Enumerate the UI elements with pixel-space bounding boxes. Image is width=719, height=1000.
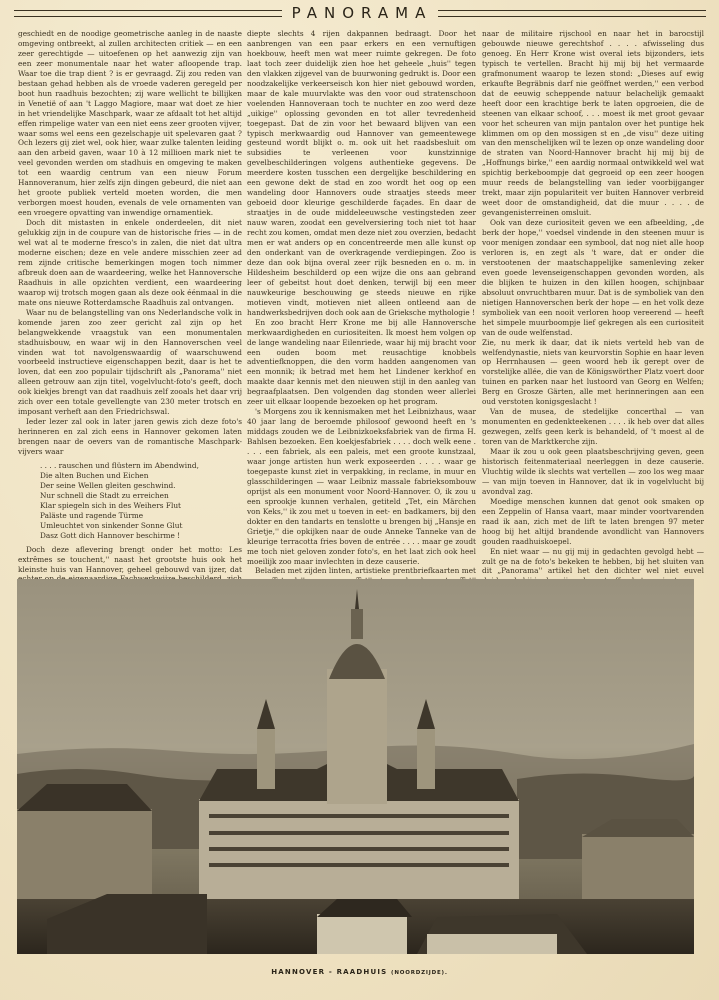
left-building: [17, 809, 152, 904]
house-front: [427, 934, 557, 954]
masthead-rule-right: [438, 10, 706, 17]
caption-sub: (NOORDZIJDE).: [391, 970, 448, 976]
photo-caption: [0, 968, 719, 976]
poem-line: Klar spiegeln sich in des Weihers Flut: [40, 500, 181, 510]
paragraph: Zie, nu merk ik daar, dat ik niets verteld heb van de welfendynastie, niets van keurvorstin Sophie en haar leven op Herrnhausen — geen woord heb ik gerept over de vorstelijke allée, die van de Königswörther Platz voert door tuinen en parken naar het lustoord van Georg en Welfen; Berg en Grosze Gärten, alle met herinneringen aan een oud verstoten konigsgeslacht !: [482, 337, 704, 407]
right-tower: [417, 729, 435, 789]
poem-line: Umleuchtet von sinkender Sonne Glut: [40, 520, 183, 530]
paragraph: Maar ik zou u ook geen plaatsbeschrijving geven, geen historisch feitenmateriaal neerleggen in deze causerie. Vluchtig wilde ik slechts wat vertellen — zoo los weg maar — van mijn toeven in Hannover, dat ik in vogelvlucht bij avondval zag.: [482, 447, 704, 496]
paragraph: En zoo bracht Herr Krone me bij alle Hannoversche merkwaardigheden en curiositeiten. Ik moest hem volgen op de lange wandeling naar Eilenriede, waar hij mij bracht voor een ouden boom met reusachtige knobbels adventiefknoppen, die den vorm hadden aangenomen van een monnik; ik betrad met hem het Lindener kerkhof en maakte daar kennis met den nieuwen stijl in den aanleg van begraafplaatsen. Den volgenden dag stonden weer allerlei zeer uit elkaar loopende bezoeken op het program.: [247, 317, 476, 407]
article-column-1: [18, 29, 242, 624]
photo-hannover-town-hall: [17, 579, 694, 954]
masthead: [14, 4, 706, 22]
poem-line: Der seine Wellen gleiten geschwind.: [40, 480, 176, 490]
left-tower: [257, 729, 275, 789]
paragraph: diepte slechts 4 rijen dakpannen bedraagt. Door het aanbrengen van een paar erkers en een vernuftigen hoekbouw, heeft men wat meer ruimte gekregen. De foto laat toch zeer duidelijk zien hoe het geheele „huis'' tegen den vlakken zijgevel van de buurwoning gedrukt is. Door een noodzakelijke verkeerseisch kon hier niet gebouwd worden, maar de kale muurvlakte was den voor oud stratenschoon voelenden Hannoveraan toch te nuchter en zoo werd deze „uikige'' oplossing gevonden en tot aller tevredenheid toegepast. Dat de zin voor het bewaard blijven van een typisch merkwaardig oud Hannover van gemeentewege gesteund wordt blijkt o. m. ook uit het raadsbesluit om subsidies te verleenen voor kunstzinnige gevelbeschilderingen volgens authentieke gegevens. De meerdere kosten tusschen een dergelijke beschildering en een gewone dekt de stad en zoo wordt het oog op een wandeling door Hannovers oude straatjes steeds meer geboeid door kleurige geschilderde façades. En daar de straatjes in de oude middeleeuwsche vestingsteden zeer nauw waren, zoodat een gevelversiering toch niet tot haar recht zou komen, omdat men deze niet zou overzien, bedacht men er wat anders op en concentreerde men alle kunst op den onderkant van de overkragende verdiepingen. Zoo is deze dan ook bijna overal zeer rijk besneden en o. m. in Hildesheim beschilderd op een wijze die ons aan gebrand leer of gebeitst hout doet denken, terwijl bij een meer nauwkeurige beschouwing ge steeds nieuwe en rijke motieven vindt, motieven niet alleen ontleend aan de handwerksbedrijven doch ook aan de Grieksche mythologie !: [247, 29, 477, 317]
lantern: [351, 609, 363, 639]
magazine-title: PANORAMA: [291, 4, 433, 22]
paragraph: Van de musea, de stedelijke concerthal — van monumenten en gedenkteekenen . . . . ik heb over dat alles gezwegen, zelfs geen kerk is behandeld, of 't moest al de toren van de Marktkerche zijn.: [482, 407, 704, 447]
poem-line: Paläste und ragende Türme: [40, 510, 144, 520]
masthead-rule-left: [14, 10, 282, 17]
paragraph: geschiedt en de noodige geometrische aanleg in de naaste omgeving ontbreekt, al zullen architecten critiek — en een zeer gerechtigde — uitoefenen op het aanwezig zijn van een zeer monumentale naar het water afloopende trap. Waar toe die trap dient ? is er gevraagd. Zij zou reden van bestaan gehad hebben als de vroede vaderen geregeld per boot hun raadhuis bezochten; zij ware wellicht te billijken in Venetië of aan 't Laggo Magiore, maar wat doet ze hier in het vriendelijke Maschpark, waar ze afdaalt tot het altijd effen rimpelige water van een niet eens zeer grooten vijver, waar soms wel eens een gezelschapje uit spelevaren gaat ? Och lezers gij ziet wel, ook hier, waar zulke talenten leiding aan den arbeid gaven, waar 10 à 12 millioen mark niet te veel gevonden werden om stadhuis en omgeving te maken tot een waardig centrum van een nieuw Forum Hannoveranum, hier zelfs zijn dingen gebeurd, die niet aan het groote publiek verteld moeten worden, die men verborgen moest houden, evenals de vele ornamenten van een vroegere opvatting van inwendige ornamentiek.: [18, 29, 242, 218]
article-column-3: [482, 29, 704, 636]
white-house: [317, 914, 407, 954]
article-column-2: [247, 29, 476, 616]
paragraph: Ook van deze curiositeit geven we een afbeelding, „de berk der hope,'' voedsel vindende in den steenen muur is voor menigen zondaar een symbool, dat nog niet alle hoop verloren is, en zegt als 't ware, dat er onder die verstootenen der maatschappelijke samenleving zeker even goede levenseigenschappen gevonden worden, als die blijken te huizen in den killen hoogen, schijnbaar absoluut onvruchtbaren muur. Dat is de symboliek van den nietigen Hannoverschen berk der hope — en het volk deze symboliek van een nooit verloren hoop vereerend — heeft het simpele muurboompje lief gekregen als een curiositeit van de oude welfenstad.: [482, 218, 704, 337]
central-tower: [327, 669, 387, 804]
paragraph: 's Morgens zou ik kennismaken met het Leibnizhaus, waar 40 jaar lang de beroemde philosoof gewoond heeft en 's middags zouden we de Leibnizkoeksfabriek van de firma H. Bahlsen bezoeken. Een koekjesfabriek . . . . doch welk eene . . . . een fabriek, als een paleis, met een groote kunstzaal, waar jonge artisten hun werk exposeerden . . . . waar ge toegepaste kunst ziet in verpakking, in reclame, in muur en glasschilderingen — waar Leibniz massale fabrieksombouw oprijst als een monument voor Noord-Hannover. O, ik zou u een sprookje kunnen verhalen, getiteld „Tet, ein Märchen von Keks,'' ik zou met u toeven in eet- en badkamers, bij den dokter en den tandarts en tenslotte u brengen bij „Hansje en Grietje,'' die opkijken naar de oude Anneke Tanneke van de kleurige terracotta fries boven de entrée . . . . maar ge zoudt me toch niet geloven zonder foto's, en het laat zich ook heel moeilijk zoo maar invlechten in deze causerie.: [247, 407, 476, 566]
paragraph: Doch dit mistasten in enkele onderdeelen, dit niet gelukkig zijn in de coupure van de historische fries — in de wel wat al te moderne fresco's in zalen, die niet dat ultra moderne eischen; deze en vele andere misschien zeer ad rem zijnde critische bemerkingen mogen toch nimmer afbreuk doen aan de waardeering, welke het Hannoversche Raadhuis in alle opzichten verdient, een waardeering waarop wij trotsch mogen gaan als deze ook éénmaal in die mate ons nieuwe Rotterdamsche Raadhuis zal ontvangen.: [18, 218, 242, 307]
caption-main: HANNOVER - RAADHUIS: [271, 968, 388, 976]
paragraph: Ieder lezer zal ook in later jaren gewis zich deze foto's herinneren en zal zich eens in Hannover gekomen laten brengen naar de oevers van de romantische Maschpark-vijvers waar: [18, 417, 242, 457]
poem-line: Nur schnell die Stadt zu erreichen: [40, 490, 169, 500]
poem-verse: [40, 461, 242, 541]
paragraph: En niet waar — nu gij mij in gedachten gevolgd hebt — zult ge na de foto's bekeken te hebben, bij het sluiten van dit „Panorama'' artikel het den dichter wel niet euvel: [482, 546, 704, 576]
poem-line: . . . . rauschen und flüstern im Abendwind,: [40, 460, 199, 470]
paragraph: Beladen met zijden linten, artistieke prentbriefkaarten met: [255, 566, 476, 576]
town-hall-illustration: [17, 579, 694, 954]
paragraph: Doch deze aflevering brengt onder het motto: Les extrêmes se touchent,'' naast het grootste huis ook het kleinste huis van Hannover, geheel gebouwd van ijzer, dat: [18, 544, 242, 574]
poem-line: Die alten Buchen und Eichen: [40, 470, 149, 480]
paragraph: Moedige menschen kunnen dat genot ook smaken op een Zeppelin of Hansa vaart, maar minder voortvarenden raad ik aan, zich met de lift te laten brengen 97 meter hoog bij het altijd brandende avondlicht van Hannovers gouden raadhuiskoepel.: [482, 496, 704, 546]
paragraph: naar de militaire rijschool en naar het in barocstijl gebouwde nieuwe gerechtshof . . . . afwisseling dus genoeg. En Herr Krone wist overal iets bijzonders, iets typisch te vertellen. Bracht hij mij bij het vermaarde grafmonument waarop te lezen stond: „Dieses auf ewig erkaufte Begräbnis darf nie geöffnet werden,'' een verbod dat de eeuwig scheppende natuur belachelijk gemaakt heeft door een krachtige berk te laten opgroeien, die de steenen van elkaar schoof, . . . moest ik met groot gevaar voor het scheuren van mijn pantalon over het puntige hek klimmen om op den mossigen st en „de visu'' deze uiting van den menschelijken wil te lezen op onze wandeling door de straten van Noord-Hannover bracht hij mij bij de „Hoffnungs birke,'' een aardig normaal ontwikkeld wel wat spichtig berkeboompje dat gegroeid op een zeer hoogen muur reeds de belangstelling van ieder voorbijganger trekt, maar zijn populariteit ver buiten Hannover verbreid weet door de omstandigheid, dat die muur . . . . de gevangenisterreinen omsluit.: [482, 29, 704, 218]
poem-line: Dasz Gott dich Hannover beschirme !: [40, 530, 181, 540]
paragraph: Waar nu de belangstelling van ons Nederlandsche volk in komende jaren zoo zeer gericht zal zijn op het belangwekkende vraagstuk van een monumentalen stadhuisbouw, en waar wij in den Hannoverschen veel vinden wat tot navolgenswaardig of waarschuwend voorbeeld instructieve eigenschappen bezit, daar is het te loven, dat een zoo populair tijdschrift als „Panorama'' niet alleen getrouw aan zijn titel, vogelvlucht-foto's geeft, doch ook kiekjes brengt van dat raadhuis zelf zooals het daar vrij zich over een totale gevellengte van 230 meter trotsch en imposant verheft aan den Friedrichswal.: [18, 307, 242, 417]
